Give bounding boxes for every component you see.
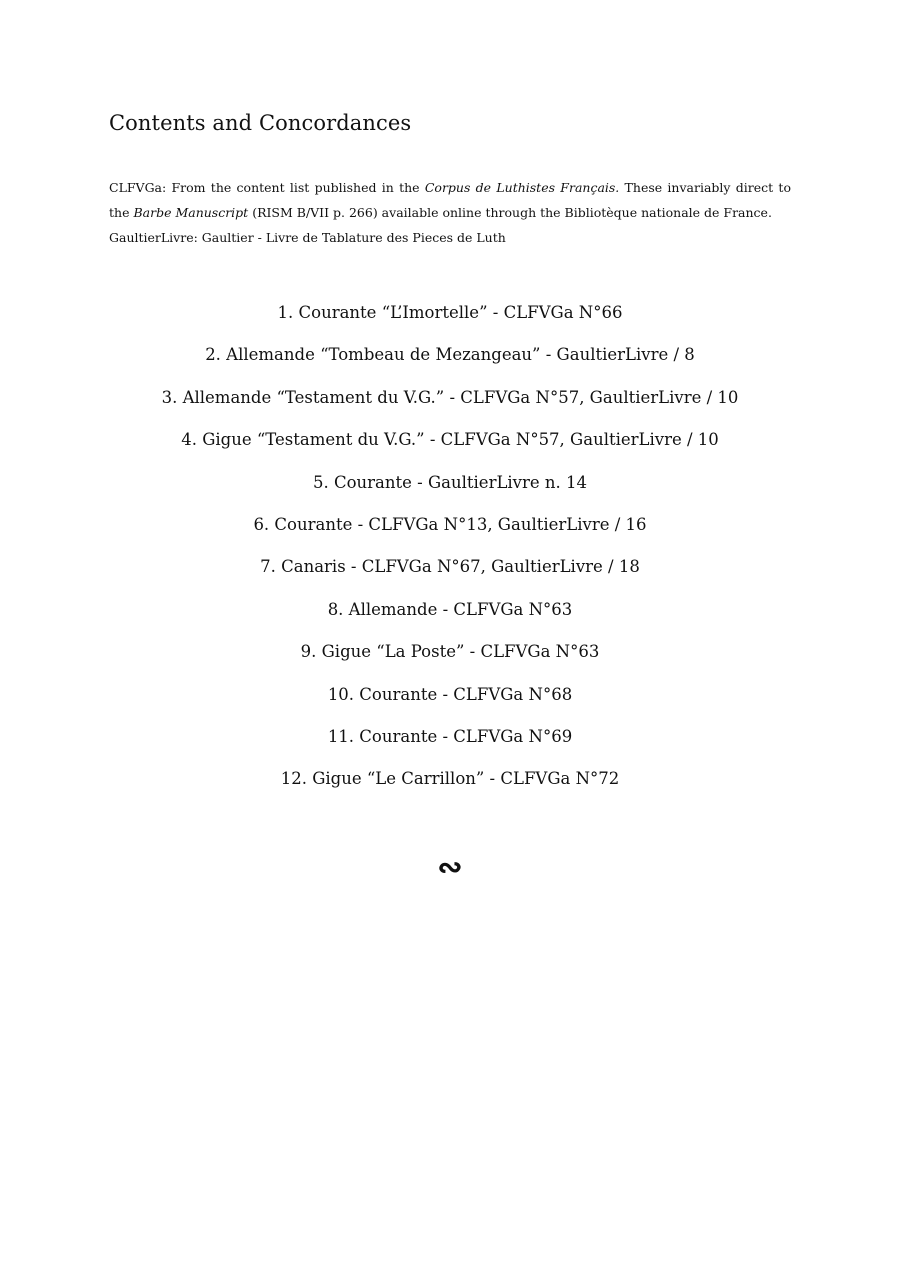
- contents-item: 4. Gigue “Testament du V.G.” - CLFVGa N°57, GaultierLivre / 10: [181, 430, 719, 450]
- intro-text-prefix: CLFVGa: From the content list published in the: [109, 180, 425, 195]
- intro-paragraph-gaultierlivre: GaultierLivre: Gaultier - Livre de Tablature des Pieces de Luth: [109, 230, 506, 245]
- contents-item: 10. Courante - CLFVGa N°68: [327, 684, 573, 704]
- contents-item: 3. Allemande “Testament du V.G.” - CLFVGa N°57, GaultierLivre / 10: [161, 387, 739, 407]
- intro-italic-corpus: Corpus de Luthistes Français.: [424, 180, 620, 195]
- contents-item: 7. Canaris - CLFVGa N°67, GaultierLivre / 18: [260, 557, 640, 577]
- contents-item: 6. Courante - CLFVGa N°13, GaultierLivre / 16: [253, 514, 647, 534]
- intro-italic-barbe: Barbe Manuscript: [133, 205, 249, 220]
- contents-item: 5. Courante - GaultierLivre n. 14: [312, 472, 588, 492]
- contents-item: 12. Gigue “Le Carrillon” - CLFVGa N°72: [280, 769, 620, 789]
- contents-item: 9. Gigue “La Poste” - CLFVGa N°63: [300, 642, 600, 662]
- contents-item: 1. Courante “L’Imortelle” - CLFVGa N°66: [277, 303, 623, 322]
- intro-text-suffix: (RISM B/VII p. 266) available online through the Bibliotèque nationale de France.: [248, 205, 772, 220]
- contents-item: 11. Courante - CLFVGa N°69: [327, 726, 573, 746]
- intro-text-middle: These invariably direct to the: [109, 180, 791, 220]
- contents-list: [0, 299, 900, 808]
- ornament-icon: ∾: [437, 850, 463, 885]
- contents-item: 8. Allemande - CLFVGa N°63: [327, 599, 573, 619]
- page-title: Contents and Concordances: [109, 111, 412, 135]
- intro-section: [109, 175, 791, 250]
- intro-paragraph-clfvga: [109, 175, 791, 225]
- contents-item: 2. Allemande “Tombeau de Mezangeau” - GaultierLivre / 8: [205, 345, 695, 365]
